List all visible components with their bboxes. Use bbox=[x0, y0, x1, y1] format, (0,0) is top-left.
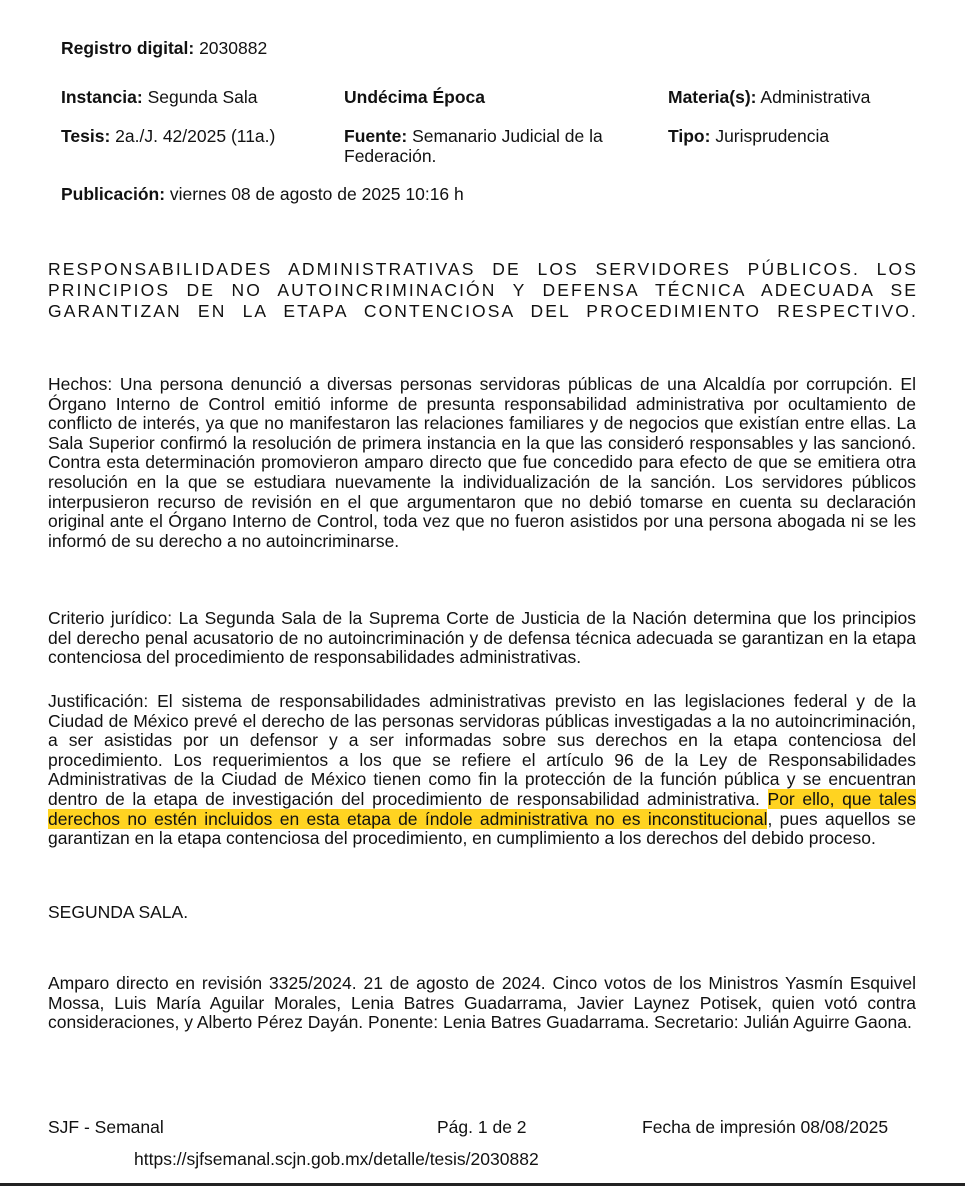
footer-source: SJF - Semanal bbox=[48, 1117, 164, 1137]
fuente-label: Fuente: bbox=[344, 126, 408, 146]
tipo-label: Tipo: bbox=[668, 126, 711, 146]
sala-signature: SEGUNDA SALA. bbox=[48, 902, 189, 922]
justificacion-text: Justificación: El sistema de responsabilidades administrativas previsto en las legislaciones federal y de la Ciudad de México prevé el derecho de las personas servidoras públicas investigadas a la no autoincriminación, a ser asistidas por un defensor y a ser informadas sobre sus derechos en la etapa contenciosa del procedimiento. Los requerimientos a los que se refiere el artículo 96 de la Ley de Responsabilidades Administrativas de la Ciudad de México tienen como fin la protección de la función pública y se encuentran dentro de la etapa de investigación del procedimiento de responsabilidad administrativa. bbox=[48, 691, 916, 809]
instancia-value: Segunda Sala bbox=[147, 87, 258, 107]
materia bbox=[668, 87, 870, 107]
thesis-title: RESPONSABILIDADES ADMINISTRATIVAS DE LOS SERVIDORES PÚBLICOS. LOS PRINCIPIOS DE NO AUTOINCRIMINACIÓN Y DEFENSA TÉCNICA ADECUADA SE GARANTIZAN EN LA ETAPA CONTENCIOSA DEL PROCEDIMIENTO RESPECTIVO. bbox=[48, 259, 918, 321]
materia-value: Administrativa bbox=[760, 87, 871, 107]
tesis bbox=[61, 126, 275, 146]
publicacion-label: Publicación: bbox=[61, 184, 166, 204]
page-bottom-rule bbox=[0, 1183, 965, 1186]
materia-label: Materia(s): bbox=[668, 87, 757, 107]
justificacion-paragraph bbox=[48, 692, 916, 849]
footer-url[interactable]: https://sjfsemanal.scjn.gob.mx/detalle/tesis/2030882 bbox=[134, 1149, 539, 1169]
epoca-label: Undécima Época bbox=[344, 87, 486, 107]
fuente-value-line1: Semanario Judicial de la bbox=[412, 126, 603, 146]
registro-label: Registro digital: bbox=[61, 38, 195, 58]
instancia-label: Instancia: bbox=[61, 87, 143, 107]
justificacion-end-text: , pues aquellos se garantizan en la etapa contenciosa del procedimiento, en cumplimiento a los derechos del debido proceso. bbox=[48, 808, 916, 849]
tesis-value: 2a./J. 42/2025 (11a.) bbox=[115, 126, 276, 146]
criterio-paragraph: Criterio jurídico: La Segunda Sala de la Suprema Corte de Justicia de la Nación determina que los principios del derecho penal acusatorio de no autoincriminación y de defensa técnica adecuada se garantizan en la etapa contenciosa del procedimiento de responsabilidades administrativas. bbox=[48, 608, 916, 668]
epoca bbox=[344, 87, 485, 107]
instancia bbox=[61, 87, 258, 107]
footer-page: Pág. 1 de 2 bbox=[437, 1117, 527, 1137]
highlighted-text: Por ello, que tales derechos no estén incluidos en esta etapa de índole administrativa no es inconstitucional bbox=[48, 788, 917, 829]
registro-value: 2030882 bbox=[199, 38, 268, 58]
publicacion-value: viernes 08 de agosto de 2025 10:16 h bbox=[169, 184, 464, 204]
tipo bbox=[668, 126, 829, 146]
fuente bbox=[344, 126, 654, 166]
publicacion bbox=[61, 184, 464, 204]
registro-digital bbox=[61, 38, 267, 58]
footer-print-date: Fecha de impresión 08/08/2025 bbox=[642, 1117, 889, 1137]
hechos-paragraph: Hechos: Una persona denunció a diversas personas servidoras públicas de una Alcaldía por corrupción. El Órgano Interno de Control emitió informe de presunta responsabilidad administrativa por ocultamiento de conflicto de interés, ya que no manifestaron las relaciones familiares y de negocios que existían entre ellas. La Sala Superior confirmó la resolución de primera instancia en la que las consideró responsables y las sancionó. Contra esta determinación promovieron amparo directo que fue concedido para efecto de que se emitiera otra resolución en la que se estudiara nuevamente la individualización de la sanción. Los servidores públicos interpusieron recurso de revisión en el que argumentaron que no debió tomarse en cuenta su declaración original ante el Órgano Interno de Control, toda vez que no fueron asistidos por una persona abogada ni se les informó de su derecho a no autoincriminarse. bbox=[48, 374, 916, 551]
fuente-value-line2: Federación. bbox=[344, 146, 437, 166]
tipo-value: Jurisprudencia bbox=[715, 126, 830, 146]
precedente-paragraph: Amparo directo en revisión 3325/2024. 21 de agosto de 2024. Cinco votos de los Ministros Yasmín Esquivel Mossa, Luis María Aguilar Morales, Lenia Batres Guadarrama, Javier Laynez Potisek, quien votó contra consideraciones, y Alberto Pérez Dayán. Ponente: Lenia Batres Guadarrama. Secretario: Julián Aguirre Gaona. bbox=[48, 973, 916, 1033]
tesis-label: Tesis: bbox=[61, 126, 111, 146]
